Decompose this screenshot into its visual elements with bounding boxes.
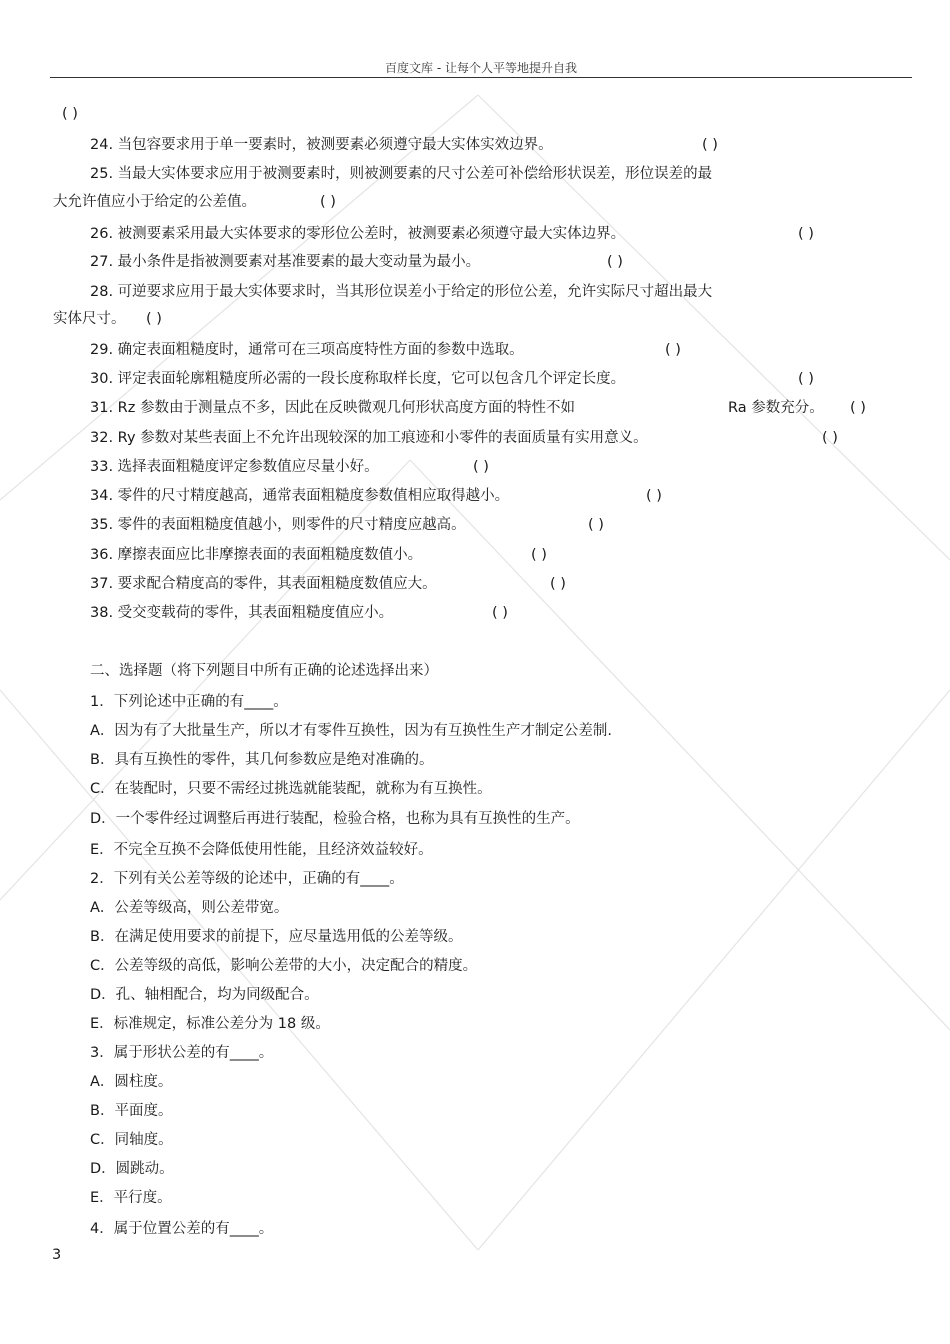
item-text: 当包容要求用于单一要素时，被测要素必须遵守最大实体实效边界。: [117, 137, 553, 153]
item-27: [90, 252, 623, 272]
item-number: 38.: [90, 605, 114, 621]
answer-paren: ( ): [550, 576, 566, 592]
item-26: [90, 224, 814, 244]
item-25: [90, 164, 712, 184]
item-number: 24.: [90, 137, 114, 153]
page-number: 3: [52, 1247, 62, 1263]
item-text: 评定表面轮廓粗糙度所必需的一段长度称取样长度，它可以包含几个评定长度。: [117, 371, 626, 387]
answer-paren: ( ): [146, 311, 162, 327]
item-text-cont: 大允许值应小于给定的公差值。: [53, 194, 256, 210]
option-line: E．不完全互换不会降低使用性能，且经济效益较好。: [90, 842, 433, 858]
item-number: 35.: [90, 517, 114, 533]
item-24: [90, 135, 718, 155]
answer-paren: ( ): [588, 517, 604, 533]
answer-paren: ( ): [702, 137, 718, 153]
option-line: E．平行度。: [90, 1190, 172, 1206]
answer-paren: ( ): [531, 547, 547, 563]
option-line: A．公差等级高，则公差带宽。: [90, 900, 289, 916]
option-line: A．因为有了大批量生产，所以才有零件互换性，因为有互换性生产才制定公差制.: [90, 723, 613, 739]
item-37: [90, 574, 566, 594]
item-29: [90, 340, 681, 360]
item-text: 可逆要求应用于最大实体要求时，当其形位误差小于给定的形位公差，允许实际尺寸超出最大: [117, 284, 713, 300]
item-32: [90, 428, 838, 448]
option-line: D．一个零件经过调整后再进行装配，检验合格，也称为具有互换性的生产。: [90, 811, 580, 827]
item-number: 37.: [90, 576, 114, 592]
item-number: 27.: [90, 254, 114, 270]
answer-paren: ( ): [607, 254, 623, 270]
item-text: 选择表面粗糙度评定参数值应尽量小好。: [117, 459, 379, 475]
item-25-cont: [53, 192, 336, 212]
item-text: 受交变载荷的零件，其表面粗糙度值应小。: [117, 605, 394, 621]
item-33: [90, 457, 489, 477]
option-line: A．圆柱度。: [90, 1074, 173, 1090]
item-number: 30.: [90, 371, 114, 387]
answer-paren: ( ): [473, 459, 489, 475]
item-28-cont: [53, 309, 162, 329]
item-text: 摩擦表面应比非摩擦表面的表面粗糙度数值小。: [117, 547, 423, 563]
item-28: [90, 282, 712, 302]
item-text: 零件的表面粗糙度值越小，则零件的尺寸精度应越高。: [117, 517, 466, 533]
option-line: B．平面度。: [90, 1103, 173, 1119]
item-text: Ry 参数对某些表面上不允许出现较深的加工痕迹和小零件的表面质量有实用意义。: [117, 430, 648, 446]
item-text: 零件的尺寸精度越高，通常表面粗糙度参数值相应取得越小。: [117, 488, 510, 504]
option-line: B．具有互换性的零件，其几何参数应是绝对准确的。: [90, 752, 434, 768]
option-line: C．同轴度。: [90, 1132, 173, 1148]
top-paren: ( ): [62, 106, 78, 122]
question-line: 3．属于形状公差的有____。: [90, 1045, 274, 1061]
item-35: [90, 515, 604, 535]
item-number: 32.: [90, 430, 114, 446]
item-34: [90, 486, 662, 506]
option-line: B．在满足使用要求的前提下，应尽量选用低的公差等级。: [90, 929, 463, 945]
answer-paren: ( ): [822, 430, 838, 446]
option-line: C．公差等级的高低，影响公差带的大小，决定配合的精度。: [90, 958, 478, 974]
item-number: 31.: [90, 400, 114, 416]
answer-paren: ( ): [798, 371, 814, 387]
answer-paren: ( ): [798, 226, 814, 242]
item-text-cont: 实体尺寸。: [53, 311, 126, 327]
answer-paren: ( ): [320, 194, 336, 210]
answer-paren: ( ): [492, 605, 508, 621]
item-31: [90, 398, 866, 418]
item-number: 26.: [90, 226, 114, 242]
answer-paren: ( ): [850, 400, 866, 416]
page-header: 百度文库 - 让每个人平等地提升自我: [385, 61, 577, 75]
item-number: 29.: [90, 342, 114, 358]
item-text-2: Ra 参数充分。: [728, 400, 824, 416]
question-line: 1．下列论述中正确的有____。: [90, 694, 288, 710]
option-line: E．标准规定，标准公差分为 18 级。: [90, 1016, 330, 1032]
item-number: 33.: [90, 459, 114, 475]
item-number: 36.: [90, 547, 114, 563]
item-38: [90, 603, 508, 623]
item-text: 被测要素采用最大实体要求的零形位公差时，被测要素必须遵守最大实体边界。: [117, 226, 626, 242]
question-line: 2．下列有关公差等级的论述中，正确的有____。: [90, 871, 404, 887]
item-text: 最小条件是指被测要素对基准要素的最大变动量为最小。: [117, 254, 481, 270]
item-number: 25.: [90, 166, 114, 182]
option-line: D．圆跳动。: [90, 1161, 174, 1177]
section-heading: 二、选择题（将下列题目中所有正确的论述选择出来）: [90, 663, 438, 679]
item-30: [90, 369, 814, 389]
item-number: 28.: [90, 284, 114, 300]
item-number: 34.: [90, 488, 114, 504]
item-text: Rz 参数由于测量点不多，因此在反映微观几何形状高度方面的特性不如: [117, 400, 575, 416]
option-line: C．在装配时，只要不需经过挑选就能装配，就称为有互换性。: [90, 781, 492, 797]
answer-paren: ( ): [646, 488, 662, 504]
item-text: 要求配合精度高的零件，其表面粗糙度数值应大。: [117, 576, 437, 592]
question-line: 4．属于位置公差的有____。: [90, 1221, 274, 1237]
item-text: 确定表面粗糙度时，通常可在三项高度特性方面的参数中选取。: [117, 342, 524, 358]
item-36: [90, 545, 547, 565]
item-text: 当最大实体要求应用于被测要素时，则被测要素的尺寸公差可补偿给形状误差，形位误差的最: [117, 166, 713, 182]
answer-paren: ( ): [665, 342, 681, 358]
header-divider: [50, 77, 912, 78]
option-line: D．孔、轴相配合，均为同级配合。: [90, 987, 319, 1003]
